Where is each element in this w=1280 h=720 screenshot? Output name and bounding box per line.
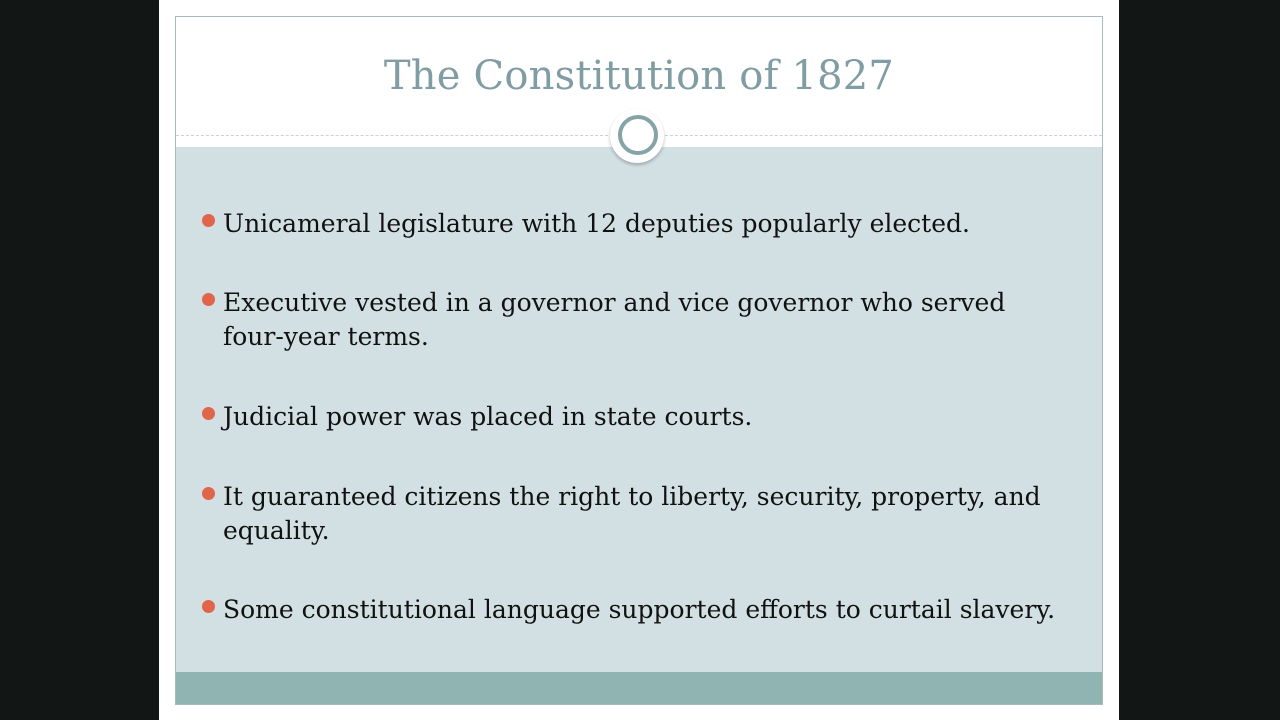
slide-frame (159, 0, 1119, 720)
ornament-ring (618, 115, 658, 155)
bullet-dot-icon (202, 600, 215, 613)
bullet-dot-icon (202, 407, 215, 420)
bullet-text: Executive vested in a governor and vice governor who served four-year terms. (223, 288, 1006, 351)
bullet-dot-icon (202, 293, 215, 306)
bullet-text: Unicameral legislature with 12 deputies popularly elected. (223, 209, 970, 238)
bullet-dot-icon (202, 487, 215, 500)
circle-ornament-icon (610, 109, 664, 163)
bullet-item (202, 286, 1062, 354)
bullet-text: It guaranteed citizens the right to liberty, security, property, and equality. (223, 482, 1041, 545)
footer-band (176, 672, 1102, 705)
bullet-item (202, 207, 1062, 241)
slide-title: The Constitution of 1827 (383, 53, 895, 99)
bullet-text: Judicial power was placed in state courts. (223, 402, 753, 431)
slide (175, 16, 1103, 705)
bullet-text: Some constitutional language supported efforts to curtail slavery. (223, 595, 1056, 624)
bullet-item (202, 480, 1062, 548)
bullet-item (202, 593, 1062, 627)
bullet-item (202, 400, 1062, 434)
bullet-dot-icon (202, 214, 215, 227)
